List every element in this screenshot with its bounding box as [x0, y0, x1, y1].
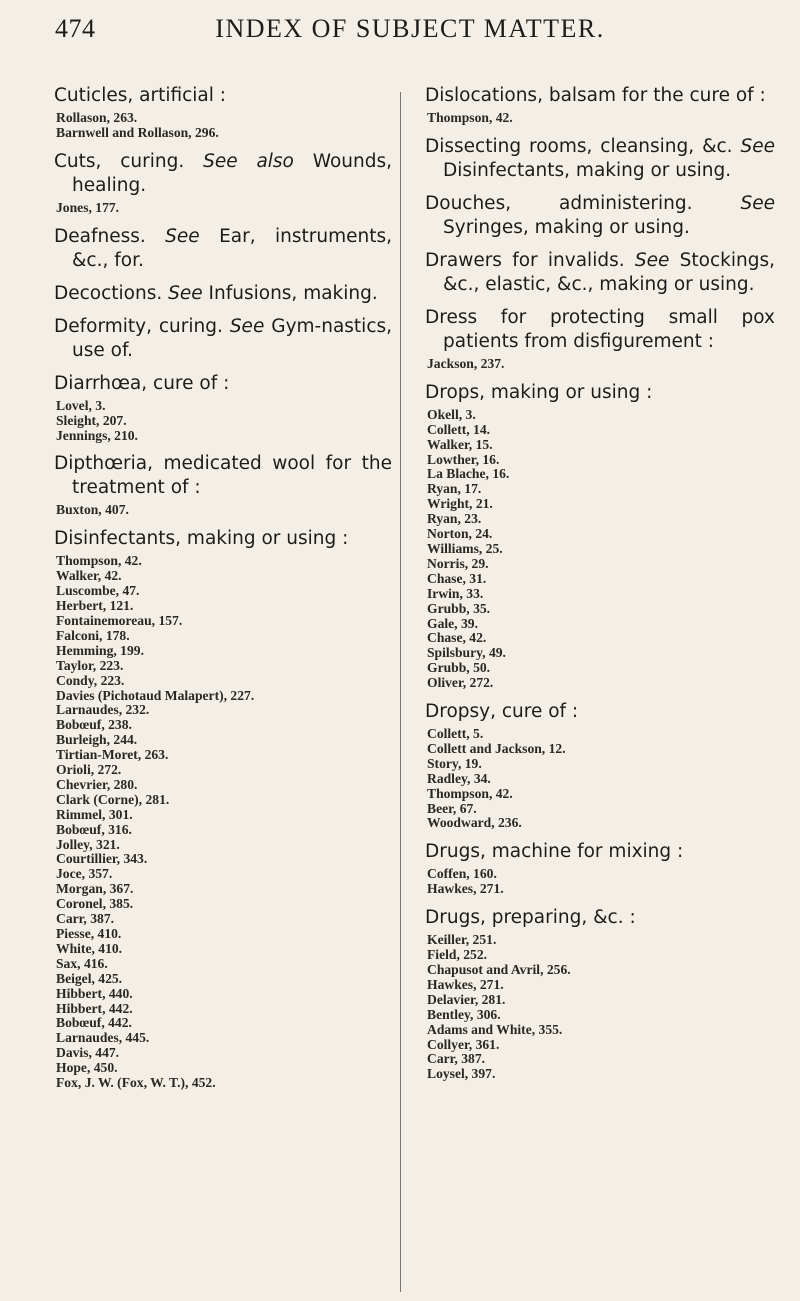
index-entry: [425, 192, 775, 240]
index-entry: [425, 906, 775, 1082]
sub-entry: Walker, 15.: [427, 436, 493, 452]
entry-heading: [54, 372, 392, 396]
index-entry: [425, 84, 775, 126]
entry-heading: [425, 135, 775, 183]
sub-entries: [54, 201, 392, 216]
heading-text: Deafness.: [54, 225, 146, 247]
sub-entry: Orioli, 272.: [56, 762, 122, 778]
column-divider: [400, 92, 401, 1292]
sub-entry: Herbert, 121.: [56, 598, 134, 614]
sub-entry: Adams and White, 355.: [427, 1021, 563, 1037]
heading-text: Douches, administering.: [425, 192, 693, 214]
cross-reference: Gym-nastics, use of.: [72, 315, 393, 361]
index-entry: [54, 452, 392, 518]
sub-entry: Coffen, 160.: [427, 866, 497, 882]
sub-entry: Sleight, 207.: [56, 412, 127, 428]
sub-entry: Norton, 24.: [427, 526, 493, 542]
sub-entry: Okell, 3.: [427, 406, 476, 422]
sub-entry: Sax, 416.: [56, 955, 108, 971]
index-entry: [54, 150, 392, 216]
cross-reference: Wounds, healing.: [72, 150, 392, 196]
sub-entry: Larnaudes, 232.: [56, 702, 150, 718]
sub-entry: Thompson, 42.: [56, 553, 142, 569]
cross-reference: Ear, instruments, &c., for.: [72, 225, 392, 271]
sub-entry: Delavier, 281.: [427, 991, 506, 1007]
entry-heading: [425, 381, 775, 405]
sub-entries: [425, 867, 775, 897]
index-entry: [54, 225, 392, 273]
index-entry: [425, 700, 775, 831]
sub-entry: Rollason, 263.: [56, 110, 138, 125]
sub-entry: Jones, 177.: [56, 199, 120, 215]
heading-text: Drugs, preparing, &c. :: [425, 907, 636, 929]
index-column-right: [425, 84, 775, 1091]
see-reference-label: See: [165, 225, 200, 247]
entry-heading: [54, 315, 392, 363]
sub-entry: Barnwell and Rollason, 296.: [56, 124, 219, 140]
sub-entry: Chase, 31.: [427, 570, 487, 586]
sub-entry: Wright, 21.: [427, 496, 493, 512]
heading-text: Dissecting rooms, cleansing, &c.: [425, 135, 733, 157]
sub-entry: Ryan, 23.: [427, 511, 482, 527]
entry-heading: [425, 192, 775, 240]
sub-entry: Jennings, 210.: [56, 427, 138, 443]
heading-text: Dress for protecting small pox patients from disfigurement :: [425, 306, 775, 352]
heading-text: Disinfectants, making or using :: [54, 528, 349, 550]
sub-entry: Collett, 14.: [427, 421, 491, 437]
sub-entry: Collyer, 361.: [427, 1036, 500, 1052]
sub-entry: Collett and Jackson, 12.: [427, 740, 566, 756]
index-entry: [54, 372, 392, 444]
sub-entry: Davies (Pichotaud Malapert), 227.: [56, 687, 255, 703]
sub-entry: Hibbert, 440.: [56, 985, 133, 1001]
sub-entry: Bentley, 306.: [427, 1006, 501, 1022]
sub-entry: Oliver, 272.: [427, 675, 494, 691]
sub-entry: Luscombe, 47.: [56, 583, 140, 599]
heading-text: Cuts, curing.: [54, 150, 185, 172]
heading-text: Decoctions.: [54, 282, 163, 304]
index-entry: [425, 249, 775, 297]
sub-entry: Buxton, 407.: [56, 502, 129, 518]
page-number: 474: [55, 14, 96, 43]
sub-entries: [54, 111, 392, 141]
index-entry: [54, 84, 392, 141]
entry-heading: [425, 906, 775, 930]
running-head: INDEX OF SUBJECT MATTER.: [215, 14, 605, 43]
entry-heading: [425, 306, 775, 354]
sub-entry: Grubb, 50.: [427, 660, 491, 676]
see-reference-label: See: [740, 192, 775, 214]
cross-reference: Stockings, &c., elastic, &c., making or using.: [443, 249, 775, 295]
sub-entry: Chevrier, 280.: [56, 776, 138, 792]
sub-entry: Chase, 42.: [427, 630, 487, 646]
sub-entry: Irwin, 33.: [427, 585, 484, 601]
sub-entry: Coronel, 385.: [56, 896, 134, 912]
heading-text: Dropsy, cure of :: [425, 701, 579, 723]
entry-heading: [54, 225, 392, 273]
index-entry: [425, 135, 775, 183]
index-entry: [425, 381, 775, 691]
sub-entry: Burleigh, 244.: [56, 732, 138, 748]
sub-entries: [54, 399, 392, 444]
sub-entry: Beer, 67.: [427, 800, 477, 816]
sub-entry: Jolley, 321.: [56, 836, 120, 852]
entry-heading: [54, 527, 392, 551]
sub-entry: Clark (Corne), 281.: [56, 791, 170, 807]
heading-text: Drugs, machine for mixing :: [425, 841, 684, 863]
sub-entry: Gale, 39.: [427, 615, 478, 631]
sub-entry: Condy, 223.: [56, 672, 125, 688]
see-reference-label: See: [168, 282, 203, 304]
sub-entry: Thompson, 42.: [427, 110, 513, 125]
sub-entry: Lowther, 16.: [427, 451, 500, 467]
sub-entry: Bobœuf, 442.: [56, 1015, 132, 1031]
sub-entries: [425, 933, 775, 1082]
sub-entry: Story, 19.: [427, 755, 482, 771]
sub-entry: Davis, 447.: [56, 1045, 120, 1061]
see-reference-label: See: [229, 315, 265, 337]
sub-entry: Thompson, 42.: [427, 785, 513, 801]
heading-text: Dislocations, balsam for the cure of :: [425, 85, 766, 106]
sub-entry: Joce, 357.: [56, 866, 113, 882]
sub-entry: Keiller, 251.: [427, 932, 497, 948]
heading-text: Cuticles, artificial :: [54, 85, 227, 106]
sub-entry: Taylor, 223.: [56, 657, 124, 673]
entry-heading: [54, 452, 392, 500]
sub-entry: Hawkes, 271.: [427, 881, 504, 897]
see-reference-label: See: [740, 135, 775, 157]
entry-heading: [425, 700, 775, 724]
sub-entry: Lovel, 3.: [56, 397, 106, 413]
index-column-left: [54, 84, 392, 1100]
entry-heading: [54, 282, 392, 306]
sub-entries: [54, 503, 392, 518]
sub-entries: [425, 111, 775, 126]
page-header: [0, 8, 800, 48]
sub-entries: [425, 408, 775, 691]
entry-heading: [425, 84, 775, 108]
sub-entry: Beigel, 425.: [56, 970, 123, 986]
sub-entry: Piesse, 410.: [56, 926, 122, 941]
heading-text: Drawers for invalids.: [425, 249, 625, 271]
entry-heading: [425, 249, 775, 297]
sub-entry: Norris, 29.: [427, 555, 489, 571]
index-entry: [54, 527, 392, 1091]
sub-entries: [425, 357, 775, 372]
sub-entry: Hemming, 199.: [56, 642, 144, 658]
sub-entry: Larnaudes, 445.: [56, 1030, 150, 1046]
sub-entry: Hawkes, 271.: [427, 976, 504, 992]
see-reference-label: See also: [203, 150, 294, 172]
index-entry: [54, 315, 392, 363]
sub-entry: Woodward, 236.: [427, 815, 522, 831]
heading-text: Dipthœria, medicated wool for the treatment of :: [54, 453, 392, 499]
sub-entry: La Blache, 16.: [427, 466, 510, 482]
sub-entry: Carr, 387.: [56, 911, 115, 927]
sub-entry: Courtillier, 343.: [56, 851, 148, 867]
sub-entry: Jackson, 237.: [427, 355, 505, 371]
index-entry: [425, 306, 775, 372]
sub-entry: Williams, 25.: [427, 540, 503, 556]
sub-entry: Radley, 34.: [427, 770, 491, 786]
sub-entries: [54, 554, 392, 1091]
sub-entry: Bobœuf, 238.: [56, 717, 132, 733]
cross-reference: Infusions, making.: [208, 282, 378, 304]
sub-entry: Rimmel, 301.: [56, 806, 133, 822]
sub-entry: Fontainemoreau, 157.: [56, 612, 183, 628]
sub-entry: Chapusot and Avril, 256.: [427, 962, 571, 977]
sub-entries: [425, 727, 775, 831]
entry-heading: [54, 84, 392, 108]
heading-text: Deformity, curing.: [54, 315, 223, 337]
sub-entry: Fox, J. W. (Fox, W. T.), 452.: [56, 1075, 216, 1091]
sub-entry: Walker, 42.: [56, 568, 122, 584]
sub-entry: Field, 252.: [427, 947, 488, 963]
entry-heading: [54, 150, 392, 198]
heading-text: Diarrhœa, cure of :: [54, 372, 230, 394]
see-reference-label: See: [634, 249, 670, 271]
sub-entry: Falconi, 178.: [56, 627, 130, 643]
sub-entry: Bobœuf, 316.: [56, 821, 132, 837]
sub-entry: Collett, 5.: [427, 726, 484, 742]
sub-entry: Grubb, 35.: [427, 600, 491, 616]
cross-reference: Disinfectants, making or using.: [443, 159, 732, 181]
sub-entry: Hibbert, 442.: [56, 1000, 133, 1016]
index-entry: [54, 282, 392, 306]
sub-entry: Ryan, 17.: [427, 481, 482, 497]
entry-heading: [425, 840, 775, 864]
sub-entry: White, 410.: [56, 940, 123, 956]
heading-text: Drops, making or using :: [425, 381, 653, 403]
index-entry: [425, 840, 775, 897]
sub-entry: Carr, 387.: [427, 1051, 486, 1067]
sub-entry: Loysel, 397.: [427, 1066, 496, 1082]
cross-reference: Syringes, making or using.: [443, 216, 690, 238]
sub-entry: Morgan, 367.: [56, 881, 134, 897]
sub-entry: Hope, 450.: [56, 1060, 118, 1076]
sub-entry: Spilsbury, 49.: [427, 645, 506, 661]
sub-entry: Tirtian-Moret, 263.: [56, 747, 169, 763]
